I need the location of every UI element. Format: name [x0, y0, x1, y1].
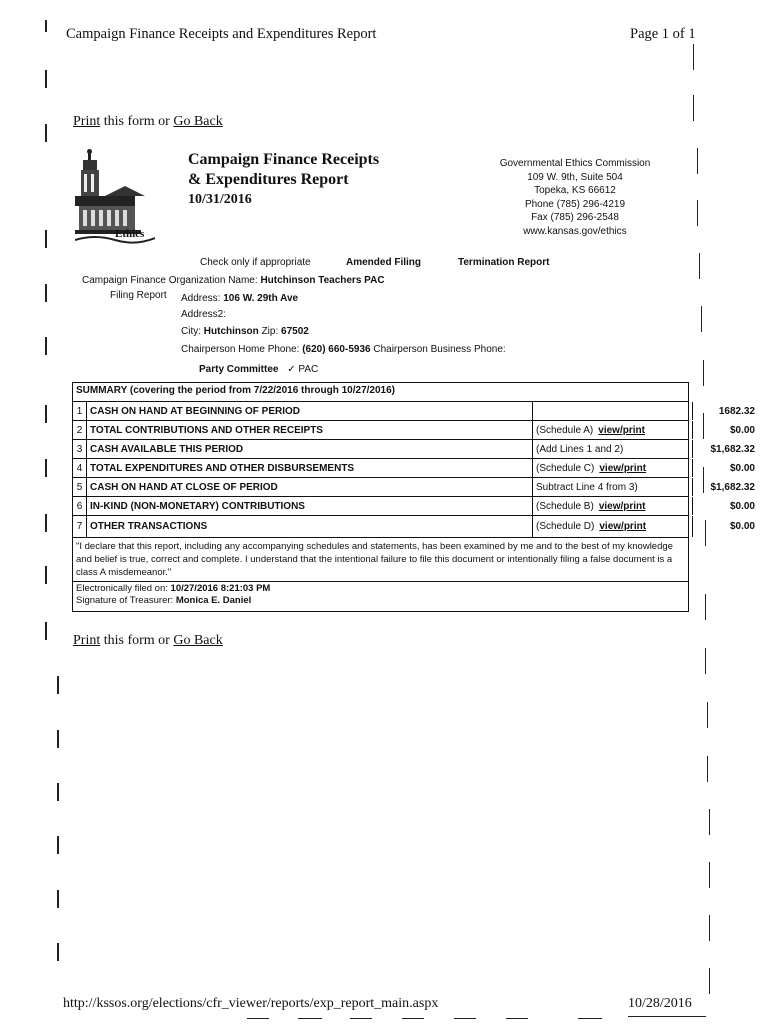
scan-artifact-line [45, 622, 47, 640]
filed-on-row [76, 583, 685, 595]
view-print-link[interactable]: view/print [599, 462, 647, 474]
summary-row [73, 496, 755, 515]
row-schedule [533, 402, 693, 420]
row-amount: $1,682.32 [710, 443, 755, 455]
footer-rule [350, 1018, 372, 1019]
row-amount: $0.00 [729, 521, 755, 532]
scan-artifact-line [57, 730, 59, 748]
page-header-title: Campaign Finance Receipts and Expenditures Report [66, 26, 377, 42]
row-number: 7 [73, 516, 87, 537]
scan-artifact-line [45, 230, 47, 248]
scan-artifact-line [709, 915, 710, 941]
nav-separator-text: this form or [100, 633, 174, 648]
city-value: Hutchinson [203, 326, 259, 337]
summary-row [73, 515, 755, 537]
scan-artifact-line [703, 360, 704, 386]
summary-heading: SUMMARY (covering the period from 7/22/2016 through 10/27/2016) [76, 385, 395, 396]
commission-name: Governmental Ethics Commission [499, 158, 651, 169]
schedule-text: (Schedule A) [536, 424, 594, 436]
schedule-text: (Add Lines 1 and 2) [536, 443, 624, 455]
signature-value: Monica E. Daniel [175, 595, 252, 606]
scan-artifact-line [709, 968, 710, 994]
scan-artifact-line [705, 594, 706, 620]
view-print-link[interactable]: view/print [599, 521, 647, 532]
schedule-text: (Schedule D) [536, 521, 595, 532]
scan-artifact-line [693, 44, 694, 70]
scan-artifact-line [45, 337, 47, 355]
row-number: 3 [73, 440, 87, 458]
footer-rule [578, 1018, 602, 1019]
org-name-value: Hutchinson Teachers PAC [260, 275, 385, 286]
scan-artifact-line [57, 943, 59, 961]
row-label: CASH AVAILABLE THIS PERIOD [87, 440, 533, 458]
commission-phone: Phone (785) 296-4219 [524, 198, 626, 210]
schedule-text: (Schedule C) [536, 462, 595, 474]
summary-row [73, 401, 755, 420]
report-title-line2: & Expenditures Report [188, 171, 349, 188]
scan-artifact-line [45, 284, 47, 302]
scan-artifact-line [697, 148, 698, 174]
schedule-text: (Schedule B) [536, 500, 594, 512]
footer-rule [298, 1018, 322, 1019]
signature-label: Signature of Treasurer: [76, 595, 174, 606]
schedule-text: Subtract Line 4 from 3) [536, 481, 638, 493]
row-label: CASH ON HAND AT BEGINNING OF PERIOD [87, 402, 533, 420]
scan-artifact-line [57, 836, 59, 854]
row-schedule [533, 440, 693, 458]
row-amount: 1682.32 [718, 405, 755, 417]
business-phone-label: Chairperson Business Phone: [373, 344, 506, 355]
scan-artifact-line [45, 70, 47, 88]
seal-caption: Ethics [115, 228, 145, 240]
row-amount: $1,682.32 [710, 481, 755, 493]
scan-artifact-line [707, 756, 708, 782]
footer-rule [247, 1018, 269, 1019]
address-label: Address: [181, 293, 221, 304]
scan-artifact-line [697, 200, 698, 226]
scan-artifact-line [705, 648, 706, 674]
scan-artifact-line [693, 95, 694, 121]
signature-row [76, 595, 685, 607]
city-row [181, 326, 309, 337]
org-name-label: Campaign Finance Organization Name: [82, 275, 258, 286]
commission-fax: Fax (785) 296-2548 [531, 212, 619, 223]
ethics-commission-seal-icon [75, 148, 155, 248]
home-phone-label: Chairperson Home Phone: [181, 344, 300, 355]
address-row [181, 293, 298, 304]
footer-rule [628, 1016, 706, 1017]
filing-report-label: Filing Report [110, 290, 167, 301]
row-label: TOTAL EXPENDITURES AND OTHER DISBURSEMENTS [87, 459, 533, 477]
committee-type-row [199, 364, 318, 375]
scan-artifact-line [699, 253, 700, 279]
pac-checkmark-icon: ✓ [287, 364, 296, 375]
summary-row [73, 477, 755, 496]
print-link[interactable]: Print [73, 633, 101, 648]
scan-artifact-line [707, 702, 708, 728]
row-schedule [533, 459, 693, 477]
amended-filing-option: Amended Filing [346, 257, 421, 268]
commission-street: 109 W. 9th, Suite 504 [527, 171, 623, 183]
org-name-row [82, 275, 385, 286]
footer-url: http://kssos.org/elections/cfr_viewer/reports/exp_report_main.aspx [63, 996, 439, 1011]
view-print-link[interactable]: view/print [598, 500, 646, 512]
scan-artifact-line [701, 306, 702, 332]
filed-on-label: Electronically filed on: [76, 583, 168, 594]
row-number: 4 [73, 459, 87, 477]
scan-artifact-line [45, 124, 47, 142]
summary-table [72, 382, 755, 612]
footer-date: 10/28/2016 [628, 996, 692, 1011]
termination-report-option: Termination Report [458, 257, 550, 268]
row-number: 1 [73, 402, 87, 420]
scan-artifact-line [709, 862, 710, 888]
summary-row [73, 420, 755, 439]
commission-contact-block [470, 157, 680, 238]
bottom-nav [73, 633, 223, 649]
zip-label: Zip: [261, 326, 279, 337]
row-amount: $0.00 [729, 462, 755, 474]
report-title-line1: Campaign Finance Receipts [188, 151, 380, 168]
row-schedule [533, 421, 693, 439]
address2-label: Address2: [181, 309, 227, 320]
scan-artifact-line [45, 459, 47, 477]
row-number: 6 [73, 497, 87, 515]
row-label: IN-KIND (NON-MONETARY) CONTRIBUTIONS [87, 497, 533, 515]
scan-artifact-line [45, 514, 47, 532]
city-label: City: [181, 326, 201, 337]
scan-artifact-line [57, 890, 59, 908]
row-label: OTHER TRANSACTIONS [87, 516, 533, 537]
go-back-link[interactable]: Go Back [173, 633, 223, 648]
view-print-link[interactable]: view/print [598, 424, 645, 436]
home-phone-value: (620) 660-5936 [302, 344, 371, 355]
summary-row [73, 458, 755, 477]
row-amount: $0.00 [729, 424, 755, 436]
declaration-text: "I declare that this report, including any accompanying schedules and statements, has been examined by me and to the best of my knowledge and belief is true, correct and complete. I understand that the intentional failure to file this document or intentionally filing a false document is a class A misdemeanor." [73, 537, 688, 581]
scan-artifact-line [57, 676, 59, 694]
address-value: 106 W. 29th Ave [223, 293, 299, 304]
row-number: 5 [73, 478, 87, 496]
nav-separator-text: this form or [100, 114, 174, 129]
print-link[interactable]: Print [73, 114, 101, 129]
page-number: Page 1 of 1 [630, 26, 696, 42]
row-label: TOTAL CONTRIBUTIONS AND OTHER RECEIPTS [87, 421, 533, 439]
summary-row [73, 439, 755, 458]
scan-artifact-line [45, 566, 47, 584]
row-number: 2 [73, 421, 87, 439]
commission-web: www.kansas.gov/ethics [523, 225, 627, 237]
zip-value: 67502 [281, 326, 309, 337]
filing-signature-block [73, 581, 688, 611]
footer-rule [506, 1018, 528, 1019]
scan-artifact-line [57, 783, 59, 801]
scan-artifact-line [45, 20, 47, 32]
go-back-link[interactable]: Go Back [173, 114, 223, 129]
report-date: 10/31/2016 [188, 192, 252, 207]
phone-row [181, 344, 506, 355]
party-committee-option: Party Committee [199, 364, 279, 375]
top-nav [73, 114, 223, 130]
row-schedule [533, 516, 693, 537]
commission-city: Topeka, KS 66612 [534, 185, 616, 196]
filed-on-value: 10/27/2016 8:21:03 PM [170, 583, 271, 594]
row-schedule [533, 478, 693, 496]
footer-rule [402, 1018, 424, 1019]
row-amount: $0.00 [729, 500, 755, 512]
footer-rule [454, 1018, 476, 1019]
scan-artifact-line [45, 405, 47, 423]
scan-artifact-line [709, 809, 710, 835]
check-note: Check only if appropriate [200, 257, 311, 268]
row-label: CASH ON HAND AT CLOSE OF PERIOD [87, 478, 533, 496]
pac-option: PAC [298, 364, 319, 375]
row-schedule [533, 497, 693, 515]
report-title-block [188, 150, 379, 210]
